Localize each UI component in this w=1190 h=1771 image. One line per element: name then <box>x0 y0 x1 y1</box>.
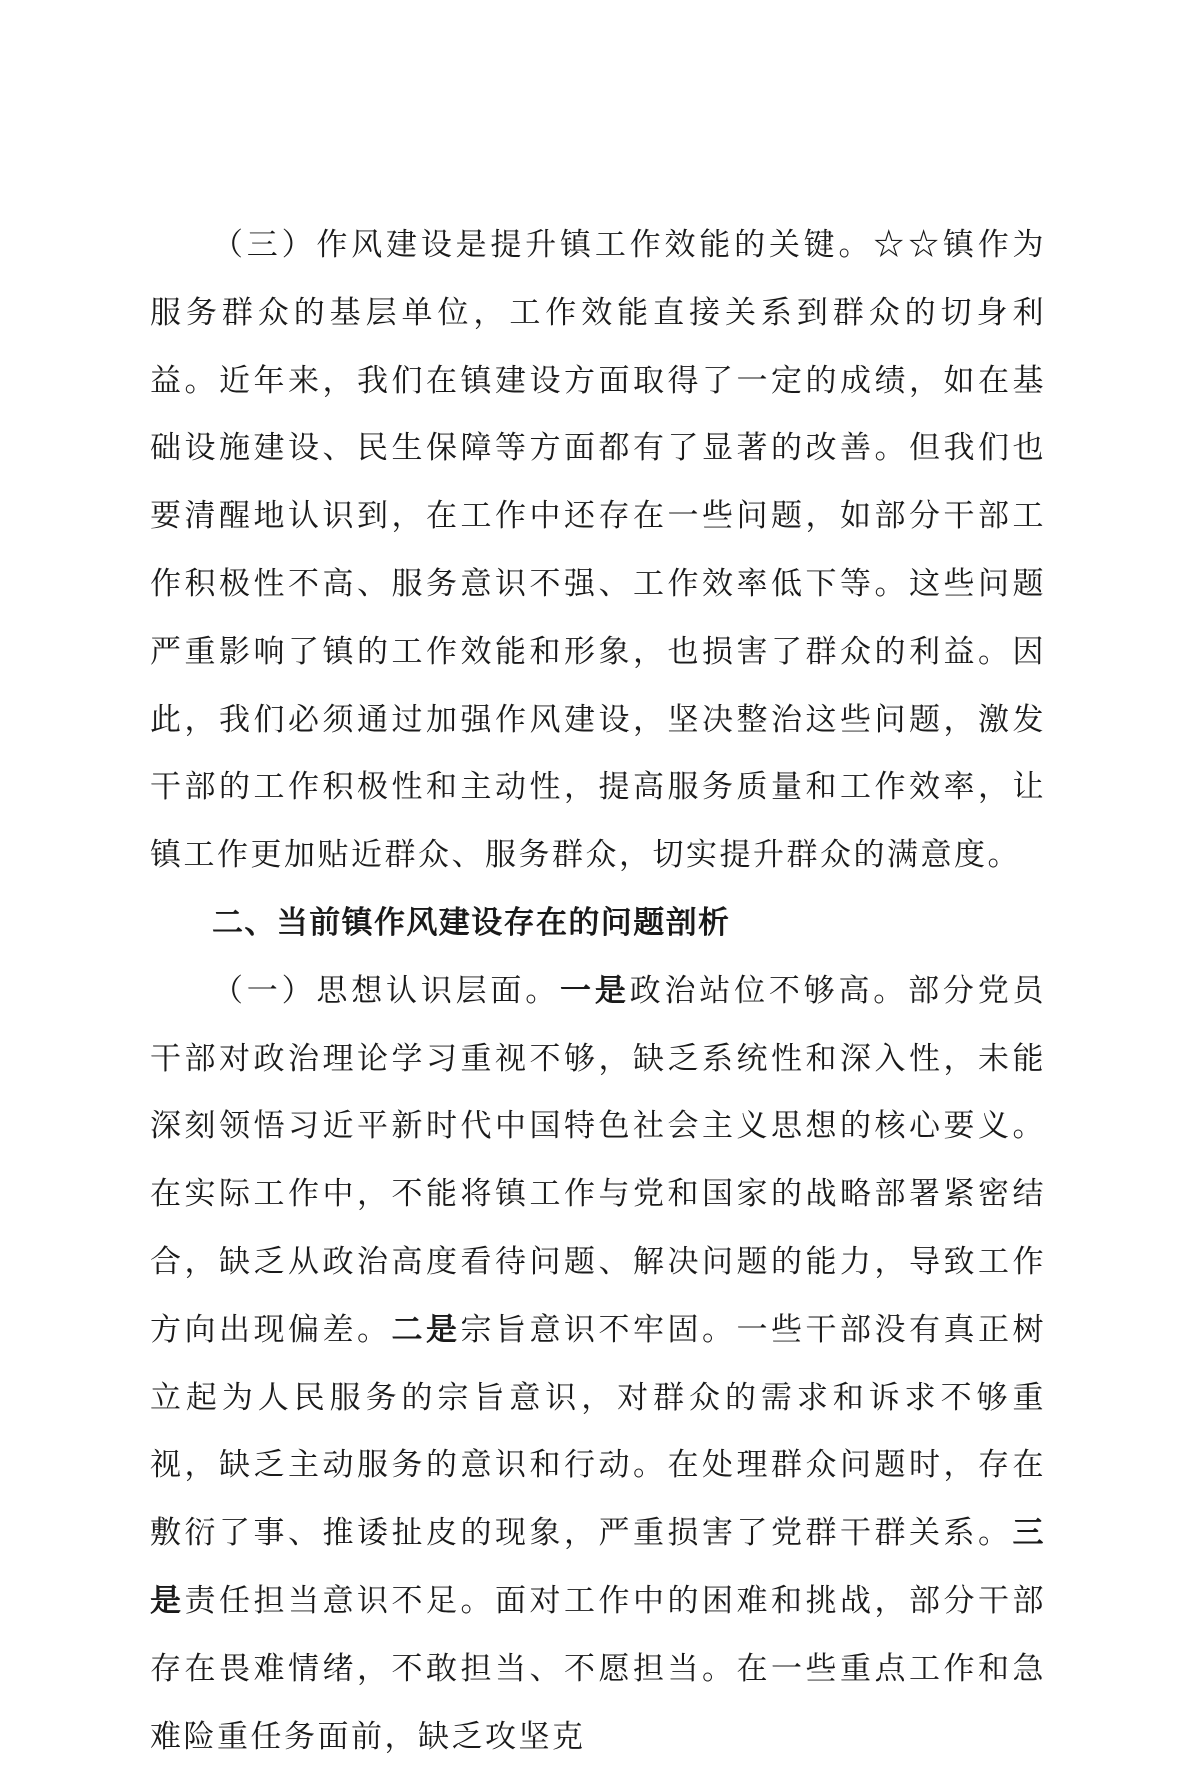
point-marker-three: 三是 <box>150 1515 1046 1619</box>
point-text-two: 宗旨意识不牢固。一些干部没有真正树立起为人民服务的宗旨意识，对群众的需求和诉求不够重视，缺乏主动服务的意识和行动。在处理群众问题时，存在敷衍了事、推诿扯皮的现象，严重损害了党群干群关系。 <box>150 1311 1046 1552</box>
point-marker-two: 二是 <box>391 1311 461 1348</box>
paragraph-work-style-efficiency: （三）作风建设是提升镇工作效能的关键。☆☆镇作为服务群众的基层单位，工作效能直接关系到群众的切身利益。近年来，我们在镇建设方面取得了一定的成绩，如在基础设施建设、民生保障等方面都有了显著的改善。但我们也要清醒地认识到，在工作中还存在一些问题，如部分干部工作积极性不高、服务意识不强、工作效率低下等。这些问题严重影响了镇的工作效能和形象，也损害了群众的利益。因此，我们必须通过加强作风建设，坚决整治这些问题，激发干部的工作积极性和主动性，提高服务质量和工作效率，让镇工作更加贴近群众、服务群众，切实提升群众的满意度。 <box>150 227 1046 874</box>
section-heading-problem-analysis: 二、当前镇作风建设存在的问题剖析 <box>212 904 731 941</box>
point-marker-one: 一是 <box>560 972 630 1009</box>
paragraph-ideological-awareness <box>150 958 1046 1771</box>
document-body <box>150 212 1046 1771</box>
point-text-one: 政治站位不够高。部分党员干部对政治理论学习重视不够，缺乏系统性和深入性，未能深刻领悟习近平新时代中国特色社会主义思想的核心要义。在实际工作中，不能将镇工作与党和国家的战略部署紧密结合，缺乏从政治高度看待问题、解决问题的能力，导致工作方向出现偏差。 <box>150 972 1047 1348</box>
subsection-label: （一）思想认识层面。 <box>212 972 561 1009</box>
point-text-three: 责任担当意识不足。面对工作中的困难和挑战，部分干部存在畏难情绪，不敢担当、不愿担当。在一些重点工作和急难险重任务面前，缺乏攻坚克 <box>150 1582 1046 1755</box>
